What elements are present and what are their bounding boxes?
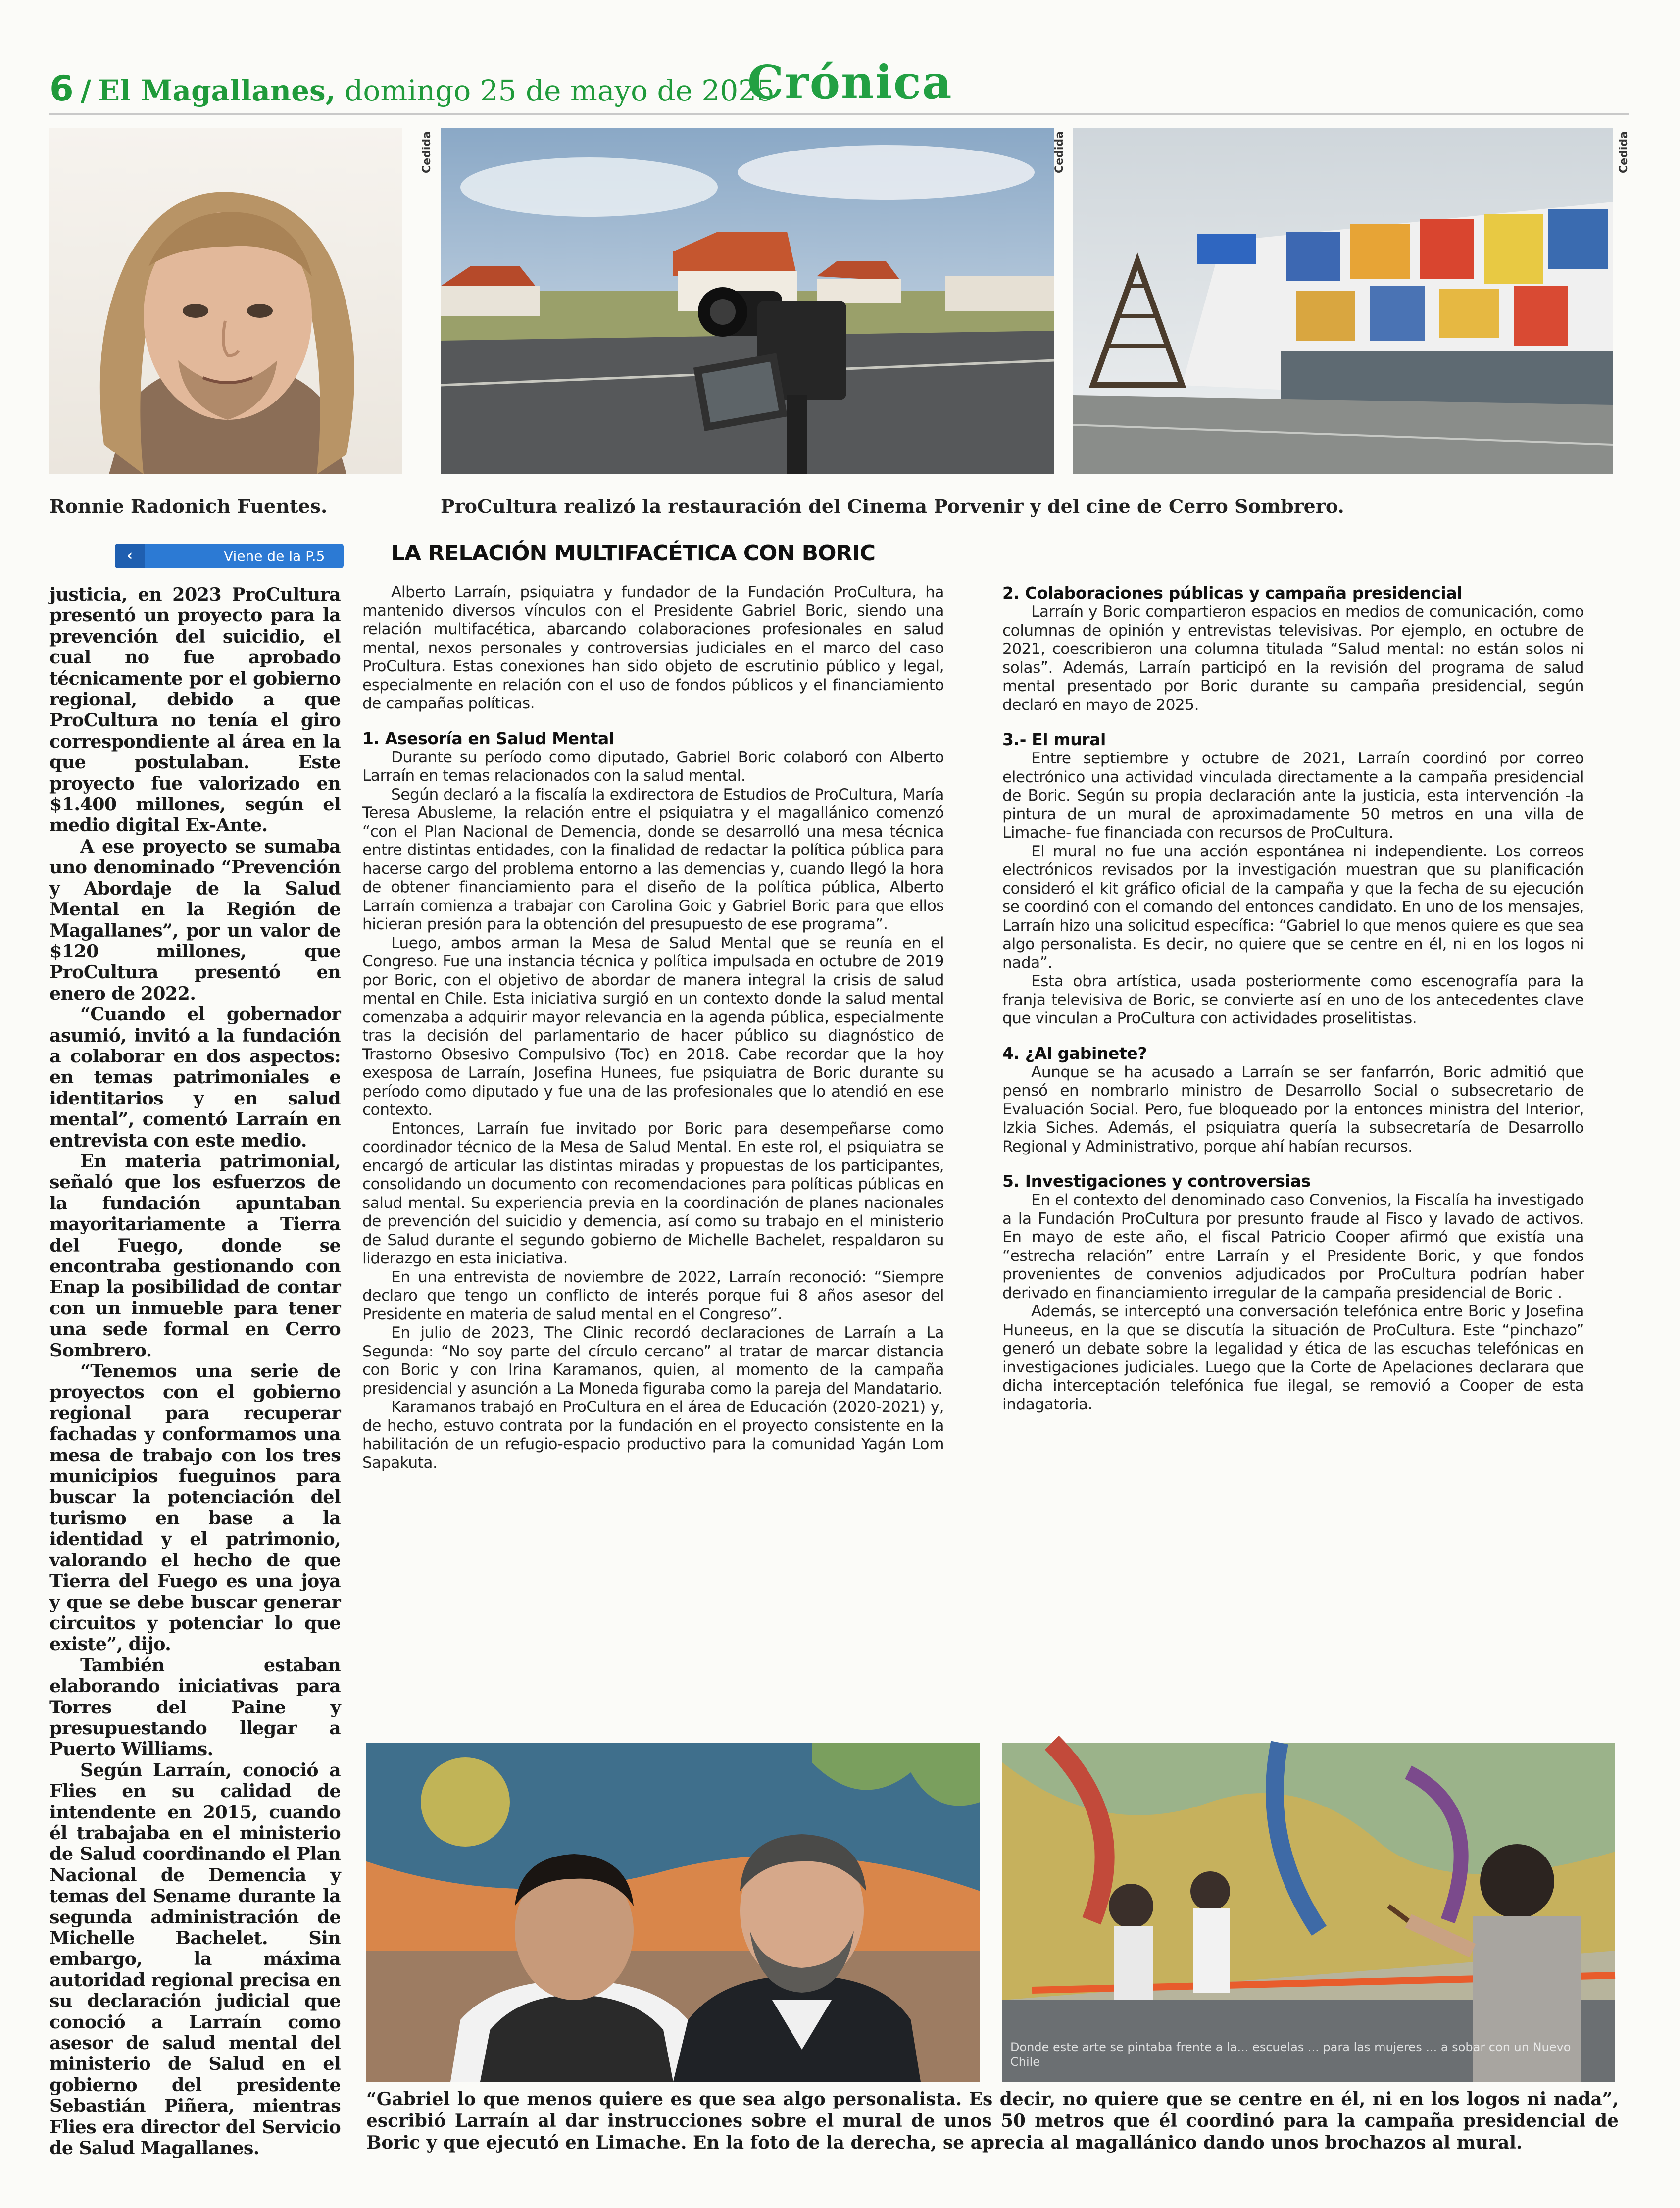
paragraph: Luego, ambos arman la Mesa de Salud Mental que se reunía en el Congreso. Fue una instancia técnica y política impulsada en octubre de 2019 por Boric, con el objetivo de abordar de manera integral la crisis de salud mental en Chile. Esta iniciativa surgió en un contexto donde la salud mental comenzaba a adquirir mayor relevancia en la agenda pública, especialmente tras la decisión del parlamentario de hacer público su diagnóstico de Trastorno Obsesivo Compulsivo (Toc) en 2018. Cabe recordar que la hoy exesposa de Larraín, Josefina Hunees, fue psiquiatra de Boric durante su período como diputado y fue una de las profesionales que lo atendió en ese contexto. <box>362 934 944 1119</box>
section-title: Crónica <box>747 55 953 109</box>
paragraph: “Cuando el gobernador asumió, invitó a la fundación a colaborar en dos aspectos: en temas patrimoniales e identitarios y en salud mental”, comentó Larraín en entrevista con este medio. <box>49 1004 341 1151</box>
paragraph: Entre septiembre y octubre de 2021, Larraín coordinó por correo electrónico una actividad vinculada directamente a la campaña presidencial de Boric. Según su propia declaración ante la justicia, esta intervención -la pintura de un mural de aproximadamente 50 metros en una villa de Limache- fue financiada con recursos de ProCultura. <box>1002 750 1584 842</box>
paragraph: En materia patrimonial, señaló que los esfuerzos de la fundación apuntaban mayoritariamente a Tierra del Fuego, donde se encontraba gestionando con Enap la posibilidad de contar con un inmueble para tener una sede formal en Cerro Sombrero. <box>49 1150 341 1361</box>
paragraph: Según Larraín, conoció a Flies en su calidad de intendente en 2015, cuando él trabajaba en el ministerio de Salud coordinando el Plan Nacional de Demencia y temas del Sename durante la segunda administración de Michelle Bachelet. Sin embargo, la máxima autoridad regional precisa en su declaración judicial que conoció a Larraín como asesor de salud mental del ministerio de Salud en el gobierno del presidente Sebastián Piñera, mientras Flies era director del Servicio de Salud Magallanes. <box>49 1759 341 2159</box>
paragraph: También estaban elaborando iniciativas para Torres del Paine y presupuestando llegar a Puerto Williams. <box>49 1654 341 1760</box>
photo-credit: Cedida <box>421 131 433 173</box>
cinema-building-image <box>1073 128 1613 474</box>
cerro-sombrero-cinema-photo <box>1073 128 1613 474</box>
publication-name: El Magallanes, <box>98 74 336 107</box>
header-separator: / <box>80 74 91 107</box>
portrait-photo <box>49 128 402 474</box>
paragraph: justicia, en 2023 ProCultura presentó un proyecto para la prevención del suicidio, el cual no fue aprobado técnicamente por el gobierno regional, debido a que ProCultura no tenía el giro correspondiente al área en la que postulaban. Este proyecto fue valorizado en $1.400 millones, según el medio digital Ex-Ante. <box>49 584 341 836</box>
chevron-left-icon: ‹ <box>115 544 145 568</box>
paragraph: Además, se interceptó una conversación telefónica entre Boric y Josefina Huneeus, en la que se discutía la situación de ProCultura. Este “pinchazo” generó un debate sobre la legalidad y ética de las escuchas telefónicas en investigaciones judiciales. Luego que la Corte de Apelaciones declarara que dicha interceptación telefónica fue ilegal, se removió a Cooper de esta indagatoria. <box>1002 1303 1584 1413</box>
page-header-info <box>49 68 775 109</box>
paragraph: Según declaró a la fiscalía la exdirectora de Estudios de ProCultura, María Teresa Abusleme, la relación entre el psiquiatra y el magallánico comenzó “con el Plan Nacional de Demencia, donde se desarrolló una mesa técnica entre distintas entidades, con la finalidad de redactar la política pública para hacerse cargo del problema entorno a las demencias y, cuando llegó la hora de obtener financiamiento para el diseño de la política pública, Alberto Larraín comienza a trabajar con Carolina Goic y Gabriel Boric para que ellos hicieran presión para la obtención del presupuesto de ese programa”. <box>362 785 944 933</box>
paragraph: El mural no fue una acción espontánea ni independiente. Los correos electrónicos revisados por la investigación muestran que su planificación consideró el kit gráfico oficial de la campaña y que la fecha de su ejecución se coordinó con el comando del entonces candidato. En uno de los mensajes, Larraín hizo una solicitud específica: “Gabriel lo que menos quiere es que sea algo personalista. Es decir, no quiere que se centre en él, ni en los logos ni nada”. <box>1002 842 1584 972</box>
paragraph: Aunque se ha acusado a Larraín se ser fanfarrón, Boric admitió que pensó en nombrarlo ministro de Desarrollo Social o subsecretario de Evaluación Social. Pero, fue bloqueado por la entonces ministra del Interior, Izkia Siches. Además, el psiquiatra quería la subsecretaría de Desarrollo Regional y Administrativo, porque ahí habían recursos. <box>1002 1063 1584 1155</box>
portrait-image <box>49 128 402 474</box>
boric-larrain-photo <box>366 1743 980 2082</box>
paragraph: “Tenemos una serie de proyectos con el gobierno regional para recuperar fachadas y conformamos una mesa de trabajo con los tres municipios fueguinos para buscar la potenciación del turismo en base a la identidad y el patrimonio, valorando el hecho de que Tierra del Fuego es una joya y que se debe buscar generar circuitos y potenciar lo que existe”, dijo. <box>49 1360 341 1655</box>
paragraph: Karamanos trabajó en ProCultura en el área de Educación (2020-2021) y, de hecho, estuvo contrata por la fundación en el proyecto consistente en la habilitación de un refugio-espacio productivo para la comunidad Yagán Lom Sapakuta. <box>362 1398 944 1472</box>
section-heading-investigaciones: 5. Investigaciones y controversias <box>1002 1171 1311 1191</box>
article-column-right <box>1002 583 1584 1717</box>
paragraph: Durante su período como diputado, Gabriel Boric colaboró con Alberto Larraín en temas relacionados con la salud mental. <box>362 748 944 785</box>
article-headline: LA RELACIÓN MULTIFACÉTICA CON BORIC <box>391 541 876 566</box>
two-men-mural-image <box>366 1743 980 2082</box>
mural-overlay-text: Donde este arte se pintaba frente a la... escuelas ... para las mujeres ... a sobar con un Nuevo Chile <box>1010 2040 1571 2069</box>
section-heading-gabinete: 4. ¿Al gabinete? <box>1002 1043 1147 1063</box>
photo-credit: Cedida <box>1053 131 1066 173</box>
section-heading-colaboraciones: 2. Colaboraciones públicas y campaña presidencial <box>1002 583 1463 602</box>
continued-from-label: Viene de la P.5 <box>224 548 325 564</box>
paragraph: En julio de 2023, The Clinic recordó declaraciones de Larraín a La Segunda: “No soy parte del círculo cercano” al tratar de marcar distancia con Boric y con Irina Karamanos, quien, al momento de la campaña presidencial y asunción a La Moneda figuraba como la pareja del Mandatario. <box>362 1324 944 1398</box>
bottom-photos-caption: “Gabriel lo que menos quiere es que sea algo personalista. Es decir, no quiere que se centre en él, ni en los logos ni nada”, escribió Larraín al dar instrucciones sobre el mural de unos 50 metros que él coordinó para la campaña presidencial de Boric y que ejecutó en Limache. En la foto de la derecha, se aprecia al magallánico dando unos brochazos al mural. <box>366 2089 1619 2153</box>
paragraph: Larraín y Boric compartieron espacios en medios de comunicación, como columnas de opinión y entrevistas televisivas. Por ejemplo, en octubre de 2021, coescribieron una columna titulada “Salud mental: no están solos ni solas”. Además, Larraín participó en la revisión del programa de salud mental presentado por Boric durante su campaña presidencial, según declaró en mayo de 2025. <box>1002 603 1584 714</box>
cinema-porvenir-photo <box>441 128 1054 474</box>
paragraph: En el contexto del denominado caso Convenios, la Fiscalía ha investigado a la Fundación ProCultura por presunto fraude al Fisco y lavado de activos. En mayo de este año, el fiscal Patricio Cooper afirmó que existía una “estrecha relación” entre Larraín y el Presidente Boric, y que fondos provenientes de convenios adjudicados por ProCultura podrían haber derivado en financiamiento irregular de la campaña presidencial de Boric . <box>1002 1191 1584 1302</box>
continued-from-badge[interactable] <box>115 544 344 568</box>
paragraph: En una entrevista de noviembre de 2022, Larraín reconoció: “Siempre declaro que tengo un conflicto de interés porque fui 8 años asesor del Presidente en materia de salud mental en el Congreso”. <box>362 1268 944 1323</box>
paragraph: A ese proyecto se sumaba uno denominado “Prevención y Abordaje de la Salud Mental en la Región de Magallanes”, por un valor de $120 millones, que ProCultura presentó en enero de 2022. <box>49 835 341 1004</box>
article-column-middle <box>362 583 944 1717</box>
mural-painting-image <box>1002 1743 1615 2082</box>
section-heading-mural: 3.- El mural <box>1002 730 1106 749</box>
portrait-caption: Ronnie Radonich Fuentes. <box>49 495 328 517</box>
section-heading-salud-mental: 1. Asesoría en Salud Mental <box>362 728 614 748</box>
header-divider <box>49 113 1629 115</box>
mural-painting-photo <box>1002 1743 1615 2082</box>
camera-street-image <box>441 128 1054 474</box>
paragraph: Esta obra artística, usada posteriormente como escenografía para la franja televisiva de Boric, se convierte así en uno de los antecedentes clave que vinculan a ProCultura con actividades proselitistas. <box>1002 972 1584 1027</box>
left-column-text <box>49 584 341 2159</box>
page-number: 6 <box>49 68 74 109</box>
photo-credit: Cedida <box>1618 131 1630 173</box>
article-intro: Alberto Larraín, psiquiatra y fundador de la Fundación ProCultura, ha mantenido diversos vínculos con el Presidente Gabriel Boric, siendo una relación multifacética, abarcando colaboraciones profesionales en salud mental, nexos personales y controversias judiciales en el marco del caso ProCultura. Estas conexiones han sido objeto de escrutinio público y legal, especialmente en relación con el uso de fondos públicos y el financiamiento de campañas políticas. <box>362 583 944 712</box>
cinema-photos-caption: ProCultura realizó la restauración del Cinema Porvenir y del cine de Cerro Sombrero. <box>441 495 1344 517</box>
paragraph: Entonces, Larraín fue invitado por Boric para desempeñarse como coordinador técnico de la Mesa de Salud Mental. En este rol, el psiquiatra se encargó de articular las distintas miradas y propuestas de los participantes, consolidando un documento con recomendaciones para políticas públicas en salud mental. Su experiencia previa en la coordinación de planes nacionales de prevención del suicidio y demencia, así como su trabajo en el ministerio de Salud durante el segundo gobierno de Michelle Bachelet, respaldaron su liderazgo en esta iniciativa. <box>362 1119 944 1267</box>
publication-date: domingo 25 de mayo de 2025 <box>345 74 775 107</box>
